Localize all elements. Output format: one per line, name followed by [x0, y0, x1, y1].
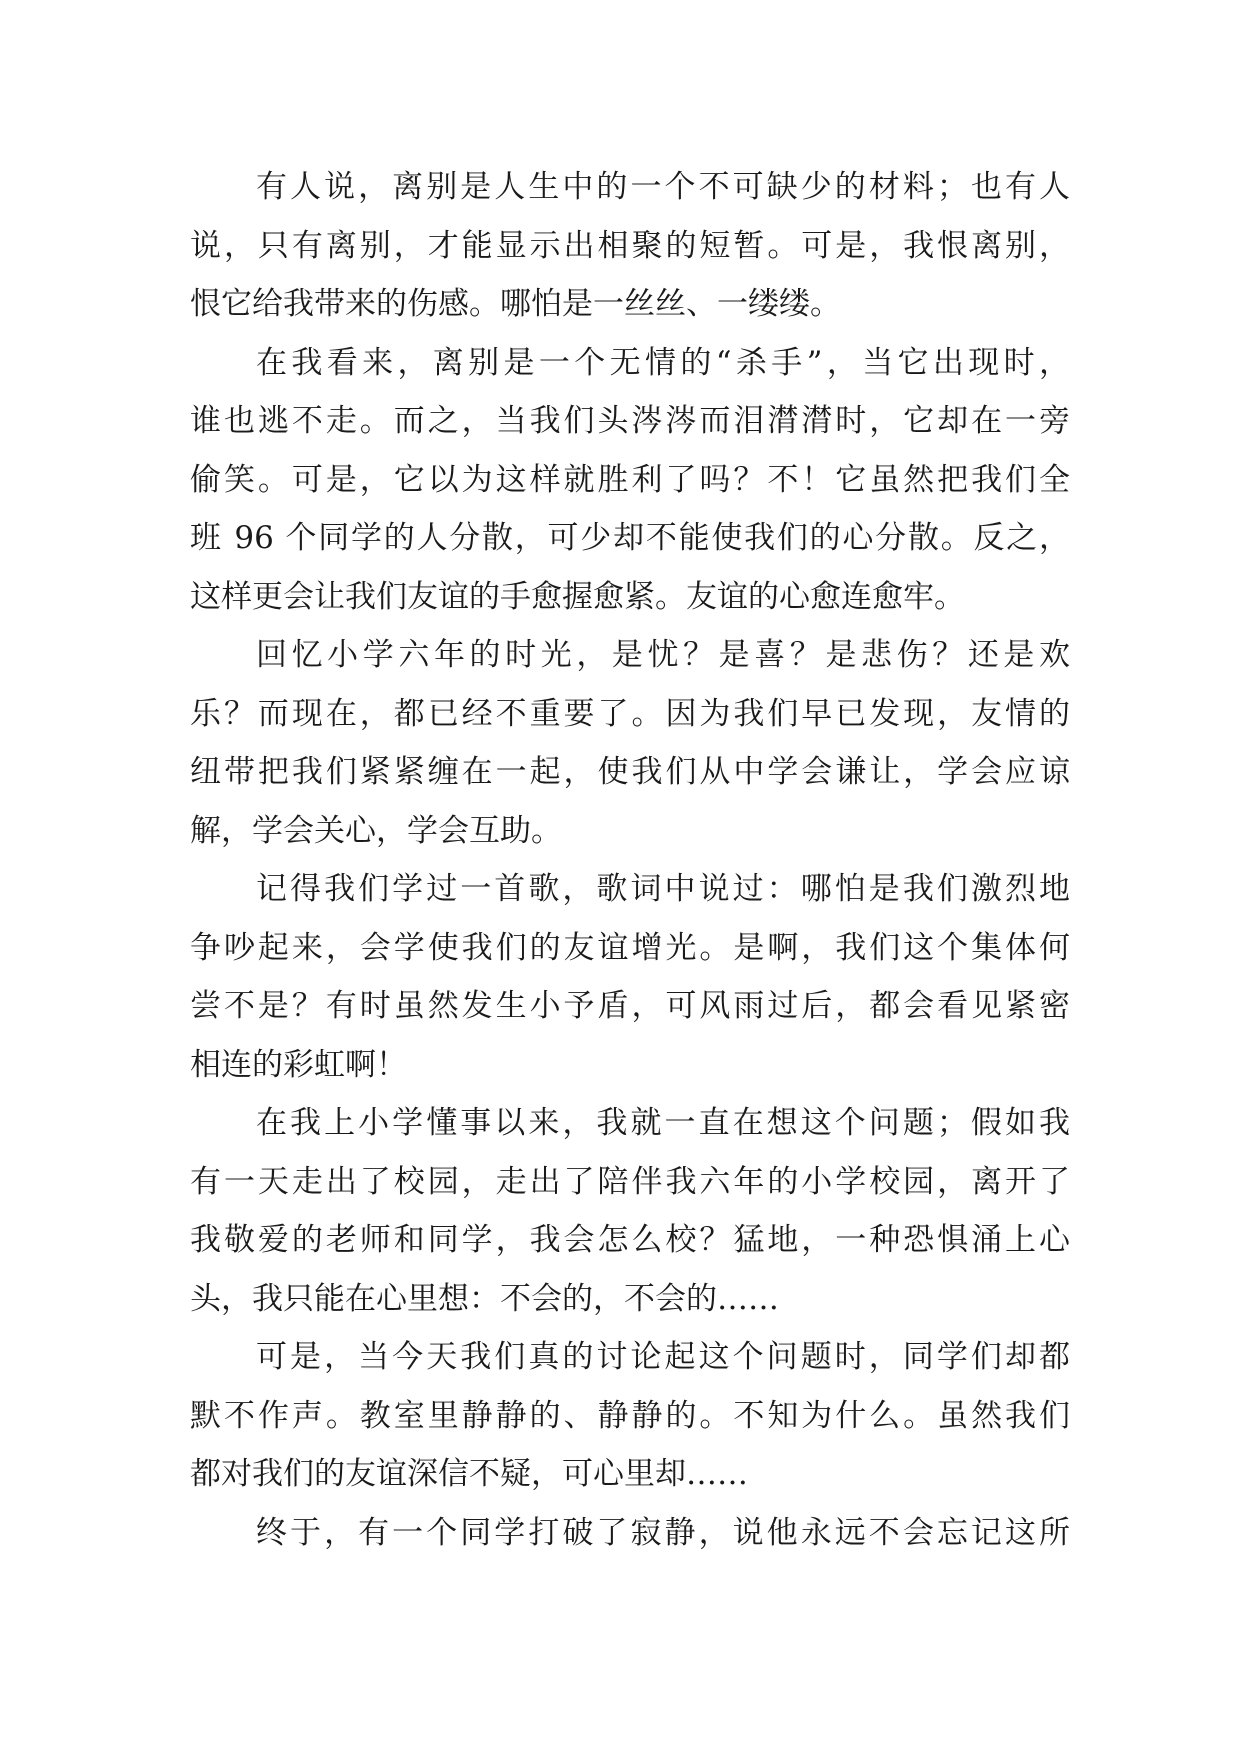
text-line: 回忆小学六年的时光，是忧？是喜？是悲伤？还是欢	[256, 637, 1070, 673]
text-line: 说，只有离别，才能显示出相聚的短暂。可是，我恨离别，	[190, 227, 1070, 264]
text-line: 有人说，离别是人生中的一个不可缺少的材料；也有人	[256, 169, 1070, 205]
essay-body	[190, 158, 1070, 1562]
text-line: 有一天走出了校园，走出了陪伴我六年的小学校园，离开了	[190, 1163, 1070, 1200]
text-line: 解，学会关心，学会互助。	[190, 812, 562, 849]
text-line: 纽带把我们紧紧缠在一起，使我们从中学会谦让，学会应谅	[190, 754, 1070, 790]
paragraph-4	[190, 860, 1070, 1094]
text-line: 尝不是？有时虽然发生小予盾，可风雨过后，都会看见紧密	[190, 988, 1070, 1024]
text-line: 班 96 个同学的人分散，可少却不能使我们的心分散。反之，	[190, 520, 1070, 556]
paragraph-5	[190, 1094, 1070, 1328]
text-line: 恨它给我带来的伤感。哪怕是一丝丝、一缕缕。	[190, 286, 841, 322]
text-line: 终于，有一个同学打破了寂静，说他永远不会忘记这所	[256, 1514, 1070, 1551]
text-line: 头，我只能在心里想：不会的，不会的……	[190, 1280, 779, 1317]
paragraph-6	[190, 1328, 1070, 1504]
text-line: 偷笑。可是，它以为这样就胜利了吗？不！它虽然把我们全	[190, 461, 1070, 498]
paragraph-1	[190, 158, 1070, 334]
text-line: 乐？而现在，都已经不重要了。因为我们早已发现，友情的	[190, 695, 1070, 732]
text-line: 争吵起来，会学使我们的友谊增光。是啊，我们这个集体何	[190, 929, 1070, 966]
text-line: 这样更会让我们友谊的手愈握愈紧。友谊的心愈连愈牢。	[190, 578, 965, 615]
text-line: 默不作声。教室里静静的、静静的。不知为什么。虽然我们	[190, 1397, 1070, 1434]
paragraph-7	[190, 1504, 1070, 1563]
text-line: 谁也逃不走。而之，当我们头涔涔而泪潸潸时，它却在一旁	[190, 403, 1070, 439]
text-line: 在我看来，离别是一个无情的“杀手”，当它出现时，	[256, 344, 1070, 381]
text-line: 记得我们学过一首歌，歌词中说过：哪怕是我们激烈地	[256, 871, 1070, 907]
text-line: 我敬爱的老师和同学，我会怎么校？猛地，一种恐惧涌上心	[190, 1222, 1070, 1258]
text-line: 都对我们的友谊深信不疑，可心里却……	[190, 1456, 748, 1492]
paragraph-2	[190, 334, 1070, 627]
text-line: 可是，当今天我们真的讨论起这个问题时，同学们却都	[256, 1339, 1070, 1375]
text-line: 在我上小学懂事以来，我就一直在想这个问题；假如我	[256, 1105, 1070, 1141]
paragraph-3	[190, 626, 1070, 860]
text-line: 相连的彩虹啊！	[190, 1046, 407, 1083]
